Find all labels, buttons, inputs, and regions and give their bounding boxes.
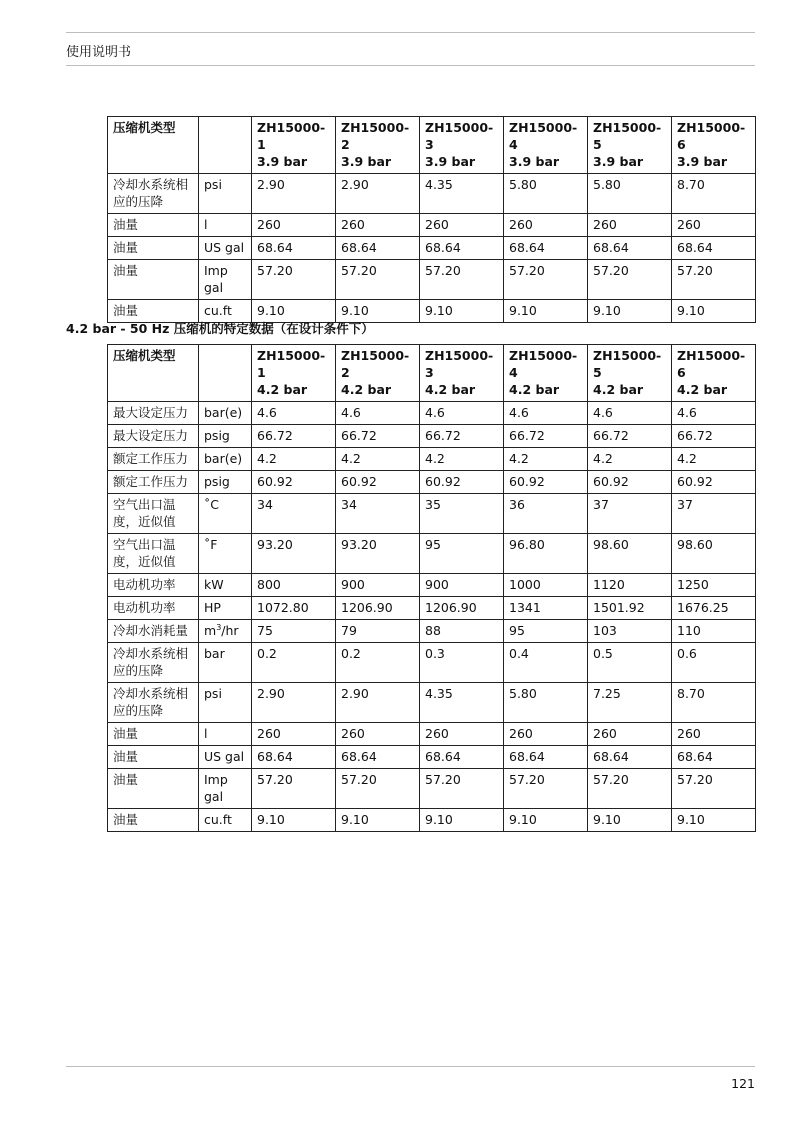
table-row: [108, 746, 756, 769]
document-title: 使用说明书: [66, 45, 132, 60]
cell-value: 93.20: [336, 534, 420, 574]
cell-value: 260: [588, 214, 672, 237]
table-row: [108, 214, 756, 237]
table-row: [108, 425, 756, 448]
cell-value: 60.92: [672, 471, 756, 494]
cell-value: 4.2: [672, 448, 756, 471]
cell-value: 60.92: [504, 471, 588, 494]
row-unit: ˚C: [199, 494, 252, 534]
table-row: [108, 643, 756, 683]
cell-value: 9.10: [420, 809, 504, 832]
cell-value: 66.72: [672, 425, 756, 448]
cell-value: 260: [504, 723, 588, 746]
cell-value: 4.35: [420, 683, 504, 723]
table-row: [108, 809, 756, 832]
header-model: ZH15000-2 4.2 bar: [336, 345, 420, 402]
cell-value: 0.3: [420, 643, 504, 683]
table-row: [108, 471, 756, 494]
cell-value: 57.20: [504, 260, 588, 300]
table-row: [108, 597, 756, 620]
header-model: ZH15000-1 3.9 bar: [252, 117, 336, 174]
cell-value: 37: [672, 494, 756, 534]
cell-value: 1341: [504, 597, 588, 620]
cell-value: 2.90: [336, 174, 420, 214]
header-model: ZH15000-2 3.9 bar: [336, 117, 420, 174]
table-row: [108, 494, 756, 534]
row-unit: cu.ft: [199, 300, 252, 323]
cell-value: 4.2: [336, 448, 420, 471]
cell-value: 2.90: [336, 683, 420, 723]
row-label: 油量: [108, 214, 199, 237]
cell-value: 57.20: [336, 260, 420, 300]
cell-value: 4.6: [588, 402, 672, 425]
cell-value: 4.6: [420, 402, 504, 425]
row-label: 冷却水系统相应的压降: [108, 643, 199, 683]
header-unit: [199, 345, 252, 402]
header-model: ZH15000-6 4.2 bar: [672, 345, 756, 402]
cell-value: 68.64: [336, 237, 420, 260]
cell-value: 2.90: [252, 683, 336, 723]
header-model: ZH15000-1 4.2 bar: [252, 345, 336, 402]
cell-value: 79: [336, 620, 420, 643]
row-unit: psi: [199, 683, 252, 723]
cell-value: 260: [336, 214, 420, 237]
cell-value: 4.2: [504, 448, 588, 471]
page-header: [66, 32, 755, 66]
table-row: [108, 260, 756, 300]
page-footer-rule: [66, 1066, 755, 1067]
cell-value: 68.64: [588, 746, 672, 769]
cell-value: 95: [504, 620, 588, 643]
cell-value: 68.64: [336, 746, 420, 769]
cell-value: 75: [252, 620, 336, 643]
cell-value: 68.64: [672, 746, 756, 769]
cell-value: 34: [336, 494, 420, 534]
row-label: 油量: [108, 723, 199, 746]
table-header-row: [108, 345, 756, 402]
cell-value: 68.64: [420, 746, 504, 769]
header-model: ZH15000-3 3.9 bar: [420, 117, 504, 174]
cell-value: 4.2: [252, 448, 336, 471]
row-label: 电动机功率: [108, 597, 199, 620]
cell-value: 60.92: [252, 471, 336, 494]
cell-value: 57.20: [336, 769, 420, 809]
cell-value: 98.60: [588, 534, 672, 574]
cell-value: 37: [588, 494, 672, 534]
header-type-label: 压缩机类型: [108, 345, 199, 402]
cell-value: 1501.92: [588, 597, 672, 620]
cell-value: 4.6: [252, 402, 336, 425]
cell-value: 60.92: [336, 471, 420, 494]
row-label: 额定工作压力: [108, 471, 199, 494]
cell-value: 260: [672, 214, 756, 237]
row-unit: $m^3/hr$: [199, 620, 252, 643]
cell-value: 68.64: [672, 237, 756, 260]
cell-value: 68.64: [420, 237, 504, 260]
header-model: ZH15000-6 3.9 bar: [672, 117, 756, 174]
cell-value: 9.10: [420, 300, 504, 323]
cell-value: 0.2: [336, 643, 420, 683]
row-unit: bar: [199, 643, 252, 683]
cell-value: 0.4: [504, 643, 588, 683]
cell-value: 0.6: [672, 643, 756, 683]
header-model: ZH15000-4 3.9 bar: [504, 117, 588, 174]
section-title: 4.2 bar - 50 Hz 压缩机的特定数据（在设计条件下）: [66, 321, 374, 336]
cell-value: 9.10: [336, 809, 420, 832]
row-unit: US gal: [199, 746, 252, 769]
row-label: 空气出口温度，近似值: [108, 534, 199, 574]
cell-value: 5.80: [588, 174, 672, 214]
header-model: ZH15000-5 4.2 bar: [588, 345, 672, 402]
cell-value: 96.80: [504, 534, 588, 574]
cell-value: 60.92: [420, 471, 504, 494]
cell-value: 57.20: [420, 260, 504, 300]
table-body: [108, 402, 756, 832]
row-unit: HP: [199, 597, 252, 620]
cell-value: 1250: [672, 574, 756, 597]
table-body: [108, 174, 756, 323]
cell-value: 260: [336, 723, 420, 746]
row-label: 油量: [108, 769, 199, 809]
spec-table-3-9-bar: [107, 116, 756, 323]
page-number: 121: [731, 1076, 755, 1091]
row-label: 冷却水系统相应的压降: [108, 683, 199, 723]
spec-table-4-2-bar: [107, 344, 756, 832]
cell-value: 1072.80: [252, 597, 336, 620]
row-label: 最大设定压力: [108, 425, 199, 448]
cell-value: 9.10: [588, 300, 672, 323]
cell-value: 57.20: [420, 769, 504, 809]
cell-value: 900: [336, 574, 420, 597]
cell-value: 60.92: [588, 471, 672, 494]
cell-value: 57.20: [504, 769, 588, 809]
cell-value: 0.5: [588, 643, 672, 683]
cell-value: 66.72: [504, 425, 588, 448]
cell-value: 34: [252, 494, 336, 534]
cell-value: 57.20: [672, 769, 756, 809]
cell-value: 4.6: [504, 402, 588, 425]
table-row: [108, 237, 756, 260]
cell-value: 260: [504, 214, 588, 237]
row-label: 空气出口温度，近似值: [108, 494, 199, 534]
cell-value: 103: [588, 620, 672, 643]
cell-value: 93.20: [252, 534, 336, 574]
cell-value: 4.2: [588, 448, 672, 471]
row-label: 最大设定压力: [108, 402, 199, 425]
row-unit: kW: [199, 574, 252, 597]
cell-value: 35: [420, 494, 504, 534]
cell-value: 5.80: [504, 174, 588, 214]
cell-value: 66.72: [252, 425, 336, 448]
cell-value: 0.2: [252, 643, 336, 683]
cell-value: 9.10: [588, 809, 672, 832]
cell-value: 57.20: [588, 769, 672, 809]
cell-value: 68.64: [588, 237, 672, 260]
row-unit: psig: [199, 425, 252, 448]
table-header-row: [108, 117, 756, 174]
cell-value: 4.2: [420, 448, 504, 471]
cell-value: 68.64: [252, 237, 336, 260]
cell-value: 5.80: [504, 683, 588, 723]
cell-value: 68.64: [504, 746, 588, 769]
table-row: [108, 448, 756, 471]
cell-value: 9.10: [672, 809, 756, 832]
table-row: [108, 769, 756, 809]
cell-value: 260: [672, 723, 756, 746]
row-unit: Imp gal: [199, 260, 252, 300]
cell-value: 57.20: [588, 260, 672, 300]
cell-value: 1120: [588, 574, 672, 597]
cell-value: 800: [252, 574, 336, 597]
row-label: 冷却水消耗量: [108, 620, 199, 643]
cell-value: 66.72: [336, 425, 420, 448]
cell-value: 9.10: [504, 300, 588, 323]
cell-value: 68.64: [504, 237, 588, 260]
row-label: 油量: [108, 746, 199, 769]
cell-value: 9.10: [672, 300, 756, 323]
row-label: 油量: [108, 237, 199, 260]
cell-value: 88: [420, 620, 504, 643]
row-label: 冷却水系统相应的压降: [108, 174, 199, 214]
cell-value: 1000: [504, 574, 588, 597]
table-row: [108, 620, 756, 643]
row-unit: psi: [199, 174, 252, 214]
cell-value: 1206.90: [420, 597, 504, 620]
cell-value: 66.72: [420, 425, 504, 448]
cell-value: 98.60: [672, 534, 756, 574]
row-unit: cu.ft: [199, 809, 252, 832]
row-unit: ˚F: [199, 534, 252, 574]
header-model: ZH15000-5 3.9 bar: [588, 117, 672, 174]
header-type-label: 压缩机类型: [108, 117, 199, 174]
cell-value: 1676.25: [672, 597, 756, 620]
row-unit: bar(e): [199, 402, 252, 425]
cell-value: 2.90: [252, 174, 336, 214]
row-label: 油量: [108, 809, 199, 832]
cell-value: 260: [588, 723, 672, 746]
row-unit: l: [199, 723, 252, 746]
cell-value: 36: [504, 494, 588, 534]
table-row: [108, 402, 756, 425]
row-unit: Imp gal: [199, 769, 252, 809]
row-label: 电动机功率: [108, 574, 199, 597]
table-row: [108, 534, 756, 574]
table-row: [108, 683, 756, 723]
row-unit: psig: [199, 471, 252, 494]
row-label: 油量: [108, 260, 199, 300]
row-unit: US gal: [199, 237, 252, 260]
cell-value: 260: [252, 723, 336, 746]
cell-value: 66.72: [588, 425, 672, 448]
cell-value: 1206.90: [336, 597, 420, 620]
cell-value: 9.10: [252, 809, 336, 832]
cell-value: 900: [420, 574, 504, 597]
row-label: 油量: [108, 300, 199, 323]
cell-value: 4.6: [672, 402, 756, 425]
cell-value: 57.20: [252, 769, 336, 809]
header-model: ZH15000-4 4.2 bar: [504, 345, 588, 402]
cell-value: 260: [420, 214, 504, 237]
row-label: 额定工作压力: [108, 448, 199, 471]
cell-value: 260: [420, 723, 504, 746]
cell-value: 4.35: [420, 174, 504, 214]
cell-value: 7.25: [588, 683, 672, 723]
cell-value: 68.64: [252, 746, 336, 769]
cell-value: 8.70: [672, 683, 756, 723]
cell-value: 57.20: [672, 260, 756, 300]
header-model: ZH15000-3 4.2 bar: [420, 345, 504, 402]
table-row: [108, 574, 756, 597]
cell-value: 8.70: [672, 174, 756, 214]
cell-value: 9.10: [504, 809, 588, 832]
table-row: [108, 174, 756, 214]
cell-value: 4.6: [336, 402, 420, 425]
cell-value: 9.10: [252, 300, 336, 323]
cell-value: 110: [672, 620, 756, 643]
cell-value: 260: [252, 214, 336, 237]
table-row: [108, 723, 756, 746]
cell-value: 9.10: [336, 300, 420, 323]
row-unit: l: [199, 214, 252, 237]
header-unit: [199, 117, 252, 174]
cell-value: 57.20: [252, 260, 336, 300]
row-unit: bar(e): [199, 448, 252, 471]
cell-value: 95: [420, 534, 504, 574]
